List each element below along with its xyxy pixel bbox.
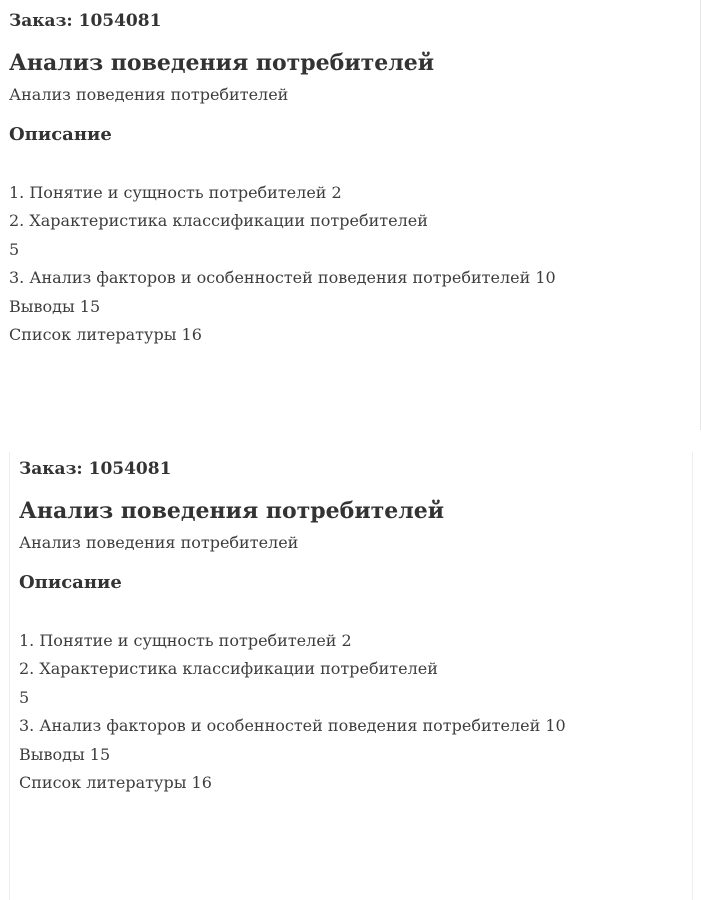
toc-item: 1. Понятие и сущность потребителей 2 — [19, 631, 352, 650]
toc-item: 2. Характеристика классификации потребителей — [19, 659, 438, 679]
toc-item: 5 — [19, 687, 30, 707]
table-of-contents — [9, 179, 691, 349]
toc-item: Список литературы 16 — [9, 325, 202, 345]
toc-item: 2. Характеристика классификации потребителей — [9, 211, 428, 231]
description-heading: Описание — [9, 124, 112, 145]
order-number: Заказ: 1054081 — [19, 459, 172, 479]
table-of-contents — [19, 627, 683, 797]
page-title: Анализ поведения потребителей — [9, 50, 435, 76]
toc-item: Список литературы 16 — [19, 773, 212, 793]
toc-item: 3. Анализ факторов и особенностей поведения потребителей 10 — [19, 716, 566, 736]
toc-item: Выводы 15 — [9, 296, 101, 316]
order-number: Заказ: 1054081 — [9, 11, 162, 31]
description-heading: Описание — [19, 572, 122, 593]
toc-item: 3. Анализ факторов и особенностей поведения потребителей 10 — [9, 268, 556, 288]
toc-item: 5 — [9, 239, 20, 259]
page-title: Анализ поведения потребителей — [19, 498, 445, 524]
page-subtitle: Анализ поведения потребителей — [19, 533, 299, 552]
toc-item: 1. Понятие и сущность потребителей 2 — [9, 183, 342, 202]
order-card-primary — [0, 0, 701, 430]
toc-item: Выводы 15 — [19, 744, 111, 764]
page-subtitle: Анализ поведения потребителей — [9, 85, 289, 104]
order-card-secondary — [9, 452, 693, 900]
